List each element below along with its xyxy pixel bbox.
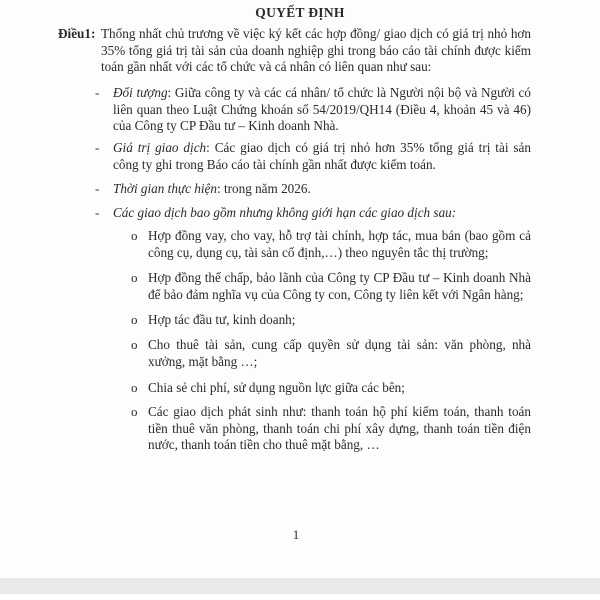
bullet-marker: - [95,181,100,196]
circle-bullet-icon: o [131,228,138,243]
sub-item: Cho thuê tài sản, cung cấp quyền sử dụng tài sản: văn phòng, nhà xưởng, mặt bằng …; [148,337,531,369]
circle-bullet-icon: o [131,404,138,419]
sub-item: Các giao dịch phát sinh như: thanh toán hộ phí kiểm toán, thanh toán tiền thuê văn phòng, thanh toán chi phí xây dựng, thanh toán tiền điện nước, thanh toán tiền cho thuê mặt bằng, … [148,404,531,452]
bullet-text: : trong năm 2026. [216,181,311,196]
bullet-marker: - [95,85,100,100]
bullet-label: Các giao dịch bao gồm nhưng không giới hạn các giao dịch sau: [113,205,457,220]
bullet-item [113,140,531,173]
sub-item: Chia sẻ chi phí, sử dụng nguồn lực giữa các bên; [148,380,405,395]
circle-bullet-icon: o [131,337,138,352]
bullet-text: : Các giao dịch có giá trị nhỏ hơn 35% tổng giá trị tài sản công ty ghi trong Báo cáo tài chính gần nhất được kiểm toán. [113,140,531,172]
bullet-text: : Giữa công ty và các cá nhân/ tổ chức là Người nội bộ và Người có liên quan theo Luật Chứng khoán số 54/2019/QH14 (Điều 4, khoản 45 và 46) của Công ty CP Đầu tư – Kinh doanh Nhà. [113,85,531,133]
bullet-item [113,205,531,222]
bullet-marker: - [95,140,100,155]
bullet-label: Thời gian thực hiện [113,181,217,196]
sub-item: Hợp tác đầu tư, kinh doanh; [148,312,296,327]
sub-item: Hợp đồng vay, cho vay, hỗ trợ tài chính, hợp tác, mua bán (bao gồm cả công cụ, dụng cụ, tài sản cố định,…) theo nguyên tắc thị trường; [148,228,531,260]
bullet-marker: - [95,205,100,220]
bullet-item [113,181,531,198]
sub-item: Hợp đồng thế chấp, bảo lãnh của Công ty CP Đầu tư – Kinh doanh Nhà để bảo đảm nghĩa vụ của Công ty con, Công ty liên kết với Ngân hàng; [148,270,531,302]
circle-bullet-icon: o [131,380,138,395]
bullet-label: Đối tượng [113,85,168,100]
bullet-item [113,85,531,135]
page-number: 1 [292,527,300,542]
article-text: Thống nhất chủ trương về việc ký kết các hợp đồng/ giao dịch có giá trị nhỏ hơn 35% tổng giá trị tài sản của doanh nghiệp ghi trong báo cáo tài chính được kiểm toán gần nhất với các tổ chức và cá nhân có liên quan như sau: [101,26,531,74]
page-separator [0,578,600,594]
article-label: Điều1: [58,26,96,41]
circle-bullet-icon: o [131,312,138,327]
circle-bullet-icon: o [131,270,138,285]
bullet-label: Giá trị giao dịch [113,140,207,155]
document-title: QUYẾT ĐỊNH [255,5,345,20]
